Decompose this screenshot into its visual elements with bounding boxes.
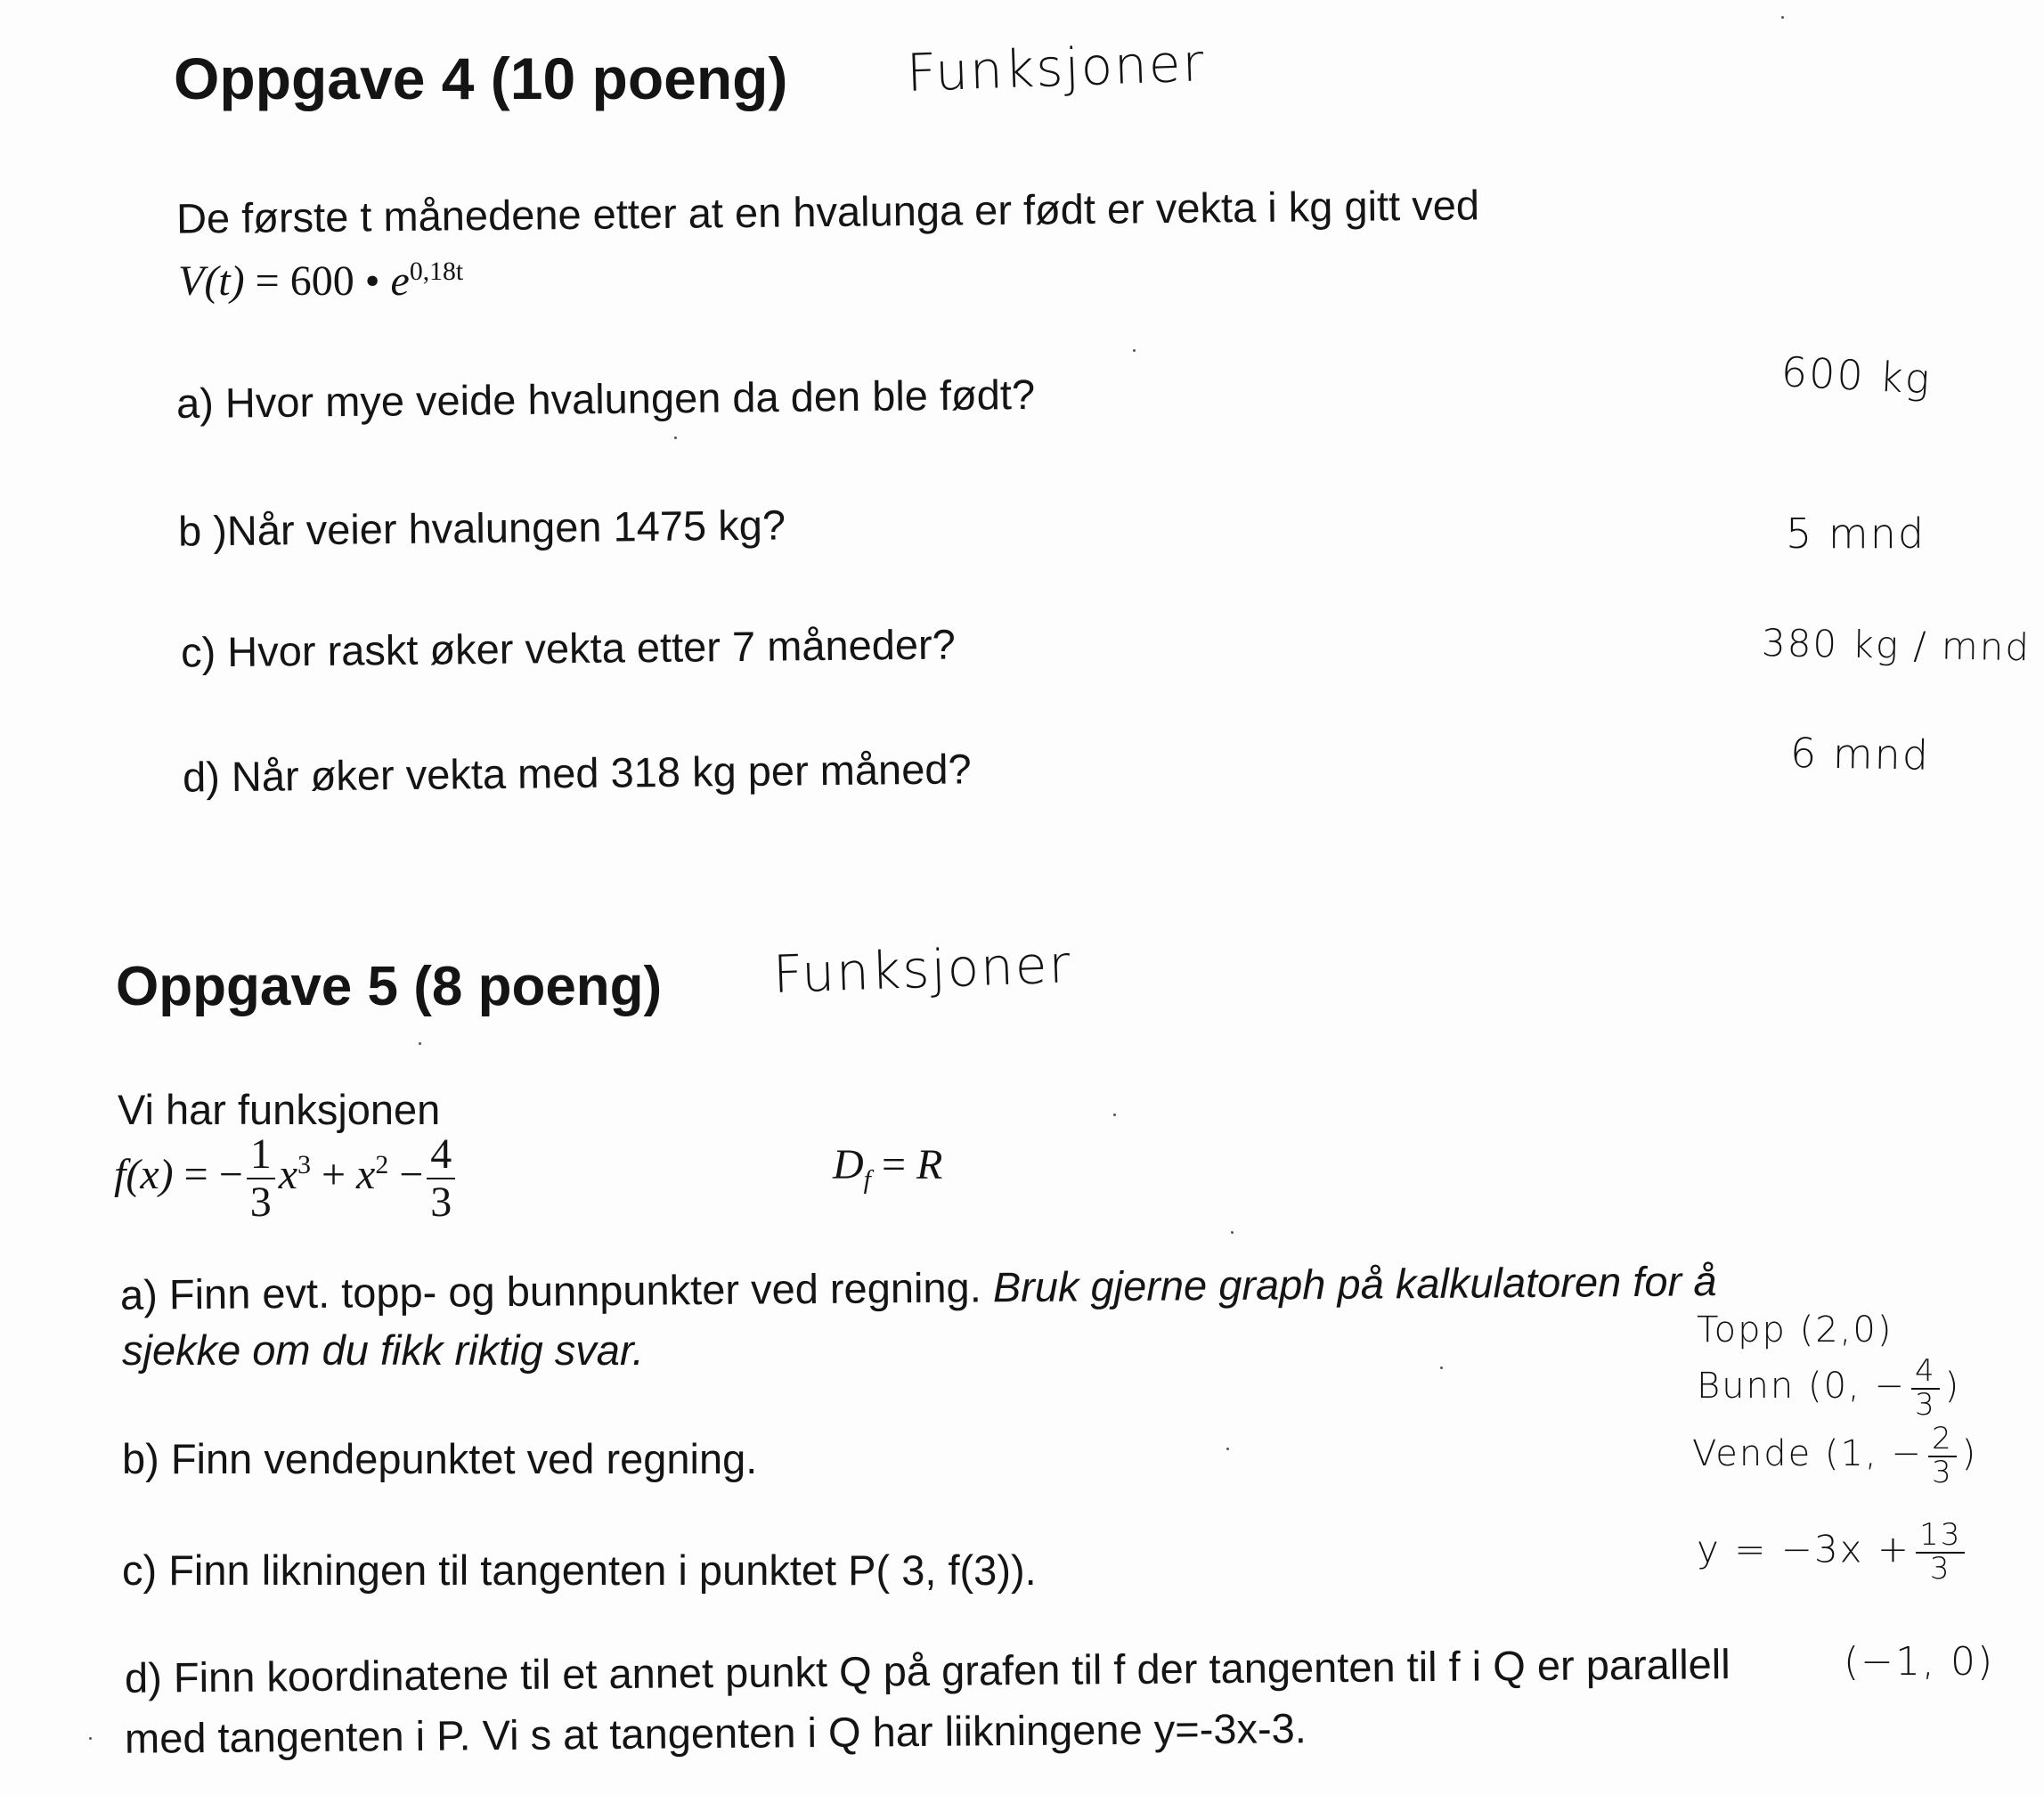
scan-speck [1133, 349, 1136, 352]
task4-title: Oppgave 4 (10 poeng) [174, 45, 788, 111]
answer-a-bottom-prefix: Bunn (0, − [1697, 1366, 1906, 1407]
f-term1: x [278, 1151, 298, 1199]
answer-a-bottom-num: 4 [1911, 1356, 1940, 1390]
answer-c-den: 3 [1929, 1551, 1951, 1587]
task4-question-d: d) Når øker vekta med 318 kg per måned? [182, 745, 972, 801]
formula-coef: 600 [289, 257, 354, 305]
f-fraction-1 [247, 1130, 275, 1226]
task5-title: Oppgave 5 (8 poeng) [116, 956, 663, 1017]
scan-speck [419, 1042, 421, 1045]
f-eq: = [183, 1151, 208, 1199]
task4-answer-c: 380 kg / mnd [1761, 621, 2032, 670]
f-frac2-den: 3 [430, 1179, 452, 1226]
task5-answer-c [1697, 1517, 1970, 1587]
f-minus2: − [399, 1151, 424, 1199]
answer-c-fraction [1916, 1517, 1965, 1587]
answer-a-bottom-suffix: ) [1944, 1366, 1961, 1407]
f-term2: x [356, 1151, 376, 1199]
task5-answer-b [1692, 1421, 1978, 1490]
answer-b-prefix: Vende (1, − [1692, 1433, 1923, 1474]
task5-question-d-line1: d) Finn koordinatene til et annet punkt Q på grafen til f der tangenten til f i Q er parallell [124, 1640, 1730, 1701]
f-frac2-num: 4 [427, 1133, 455, 1179]
task4-answer-d: 6 mnd [1789, 729, 1931, 779]
task5-question-a-text: a) Finn evt. topp- og bunnpunkter ved regning. [119, 1263, 981, 1318]
f-plus: + [321, 1151, 346, 1199]
f-lhs: f(x) [114, 1151, 174, 1199]
formula-dot: • [364, 257, 380, 305]
scan-speck [1440, 1367, 1443, 1369]
task5-question-a-hint-1: Bruk gjerne graph på kalkulatoren for å [992, 1257, 1717, 1311]
scan-speck [1781, 16, 1784, 19]
answer-b-suffix: ) [1961, 1433, 1978, 1474]
f-frac1-num: 1 [247, 1133, 275, 1179]
formula-exponent: 0,18t [409, 257, 464, 286]
task5-answer-d: (−1, 0) [1844, 1639, 1995, 1685]
task4-question-c: c) Hvor raskt øker vekta etter 7 måneder? [180, 620, 957, 676]
domain-eq: = [881, 1141, 907, 1188]
formula-base: e [390, 257, 410, 305]
task5-answer-a-bottom [1697, 1353, 1961, 1423]
answer-c-prefix: y = −3x + [1697, 1527, 1911, 1571]
task5-answer-a-top: Topp (2,0) [1697, 1310, 1893, 1350]
f-exp1: 3 [297, 1150, 311, 1180]
answer-b-fraction [1928, 1421, 1957, 1490]
task4-topic-note: Funksjoner [905, 32, 1207, 103]
f-fraction-2 [427, 1130, 455, 1226]
f-exp2: 2 [375, 1150, 389, 1180]
task5-question-b: b) Finn vendepunktet ved regning. [122, 1435, 758, 1482]
task5-formula [114, 1130, 459, 1226]
answer-a-bottom-fraction [1911, 1353, 1940, 1423]
domain-sub: f [863, 1164, 871, 1195]
domain-set: R [916, 1141, 943, 1188]
task4-question-a: a) Hvor mye veide hvalungen da den ble født? [175, 370, 1036, 428]
task4-answer-a: 600 kg [1779, 347, 1933, 404]
task5-topic-note: Funksjoner [771, 934, 1073, 1005]
task5-question-c: c) Finn likningen til tangenten i punktet P( 3, f(3)). [122, 1546, 1037, 1594]
formula-eq: = [255, 257, 280, 305]
task5-question-a-hint-2: sjekke om du fikk riktig svar. [122, 1326, 644, 1374]
scan-speck [1226, 1448, 1229, 1450]
answer-b-den: 3 [1931, 1455, 1953, 1490]
task4-question-b: b )Når veier hvalungen 1475 kg? [177, 501, 786, 555]
answer-b-num: 2 [1928, 1424, 1957, 1457]
task5-question-a [120, 1256, 1717, 1319]
task4-intro: De første t månedene etter at en hvalunga er født er vekta i kg gitt ved [175, 181, 1480, 242]
scan-speck [674, 437, 677, 439]
answer-c-num: 13 [1916, 1520, 1965, 1554]
formula-lhs: V(t) [178, 257, 245, 305]
domain-d: D [833, 1141, 864, 1188]
f-frac1-den: 3 [249, 1179, 272, 1226]
task4-formula [178, 257, 463, 306]
task5-question-d-line2: med tangenten i P. Vi s at tangenten i Q har liikningene y=-3x-3. [124, 1704, 1307, 1762]
f-minus: − [218, 1151, 243, 1199]
scan-speck [1113, 1114, 1116, 1116]
scan-speck [1231, 1231, 1234, 1234]
task4-answer-b: 5 mnd [1786, 510, 1926, 558]
answer-a-bottom-den: 3 [1914, 1387, 1936, 1423]
task5-domain [833, 1140, 942, 1195]
scan-speck [89, 1737, 92, 1740]
task5-intro: Vi har funksjonen [118, 1086, 441, 1133]
